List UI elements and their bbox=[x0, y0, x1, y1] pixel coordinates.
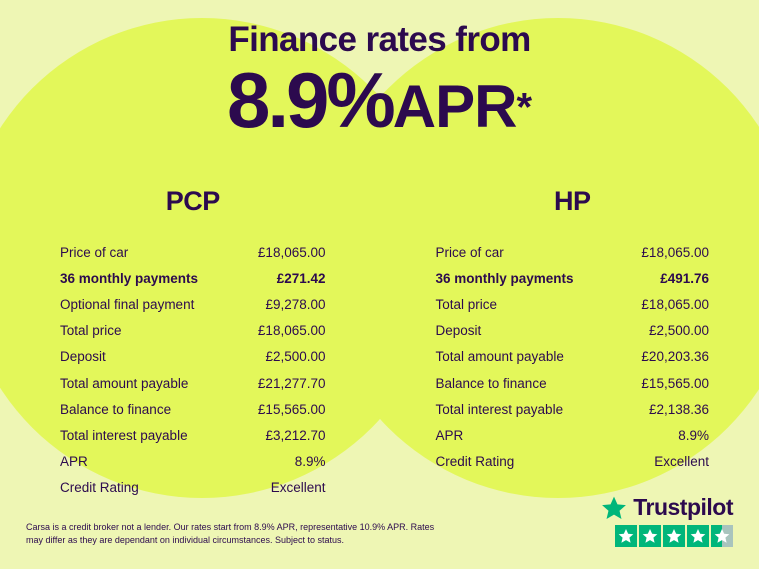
row-label: Price of car bbox=[435, 244, 504, 260]
pcp-table bbox=[0, 186, 380, 501]
table-row bbox=[436, 422, 710, 448]
row-label: Credit Rating bbox=[60, 480, 139, 496]
pcp-table-title: PCP bbox=[165, 186, 220, 216]
headline-rate-suffix: APR bbox=[392, 73, 517, 140]
trustpilot-star-row bbox=[601, 525, 733, 547]
table-row bbox=[60, 422, 326, 448]
row-label: Total amount payable bbox=[435, 349, 564, 365]
table-row bbox=[436, 396, 710, 422]
legal-footnote: Carsa is a credit broker not a lender. Our rates start from 8.9% APR, representative 10.9% APR. Rates may differ as they are dependant on individual circumstances. Subject to status. bbox=[26, 521, 435, 545]
headline-rate bbox=[0, 56, 759, 144]
row-label: Balance to finance bbox=[435, 375, 547, 391]
row-value: 8.9% bbox=[678, 427, 709, 443]
table-row bbox=[60, 344, 326, 370]
row-value: £491.76 bbox=[660, 270, 709, 286]
page-title: Finance rates from bbox=[228, 20, 531, 59]
row-value: £21,277.70 bbox=[257, 375, 326, 391]
star-icon bbox=[687, 525, 709, 547]
row-value: £18,065.00 bbox=[641, 296, 709, 312]
trustpilot-wordmark: Trustpilot bbox=[633, 494, 733, 520]
row-value: £18,065.00 bbox=[257, 244, 326, 260]
row-label: Deposit bbox=[60, 349, 106, 365]
star-icon bbox=[615, 525, 637, 547]
row-label: APR bbox=[435, 427, 464, 443]
row-value: £18,065.00 bbox=[641, 244, 709, 260]
row-label: Total interest payable bbox=[60, 427, 188, 443]
row-value: £2,500.00 bbox=[648, 323, 709, 339]
row-label: Credit Rating bbox=[435, 454, 515, 470]
table-row bbox=[436, 239, 710, 265]
table-row bbox=[60, 396, 326, 422]
row-label: Deposit bbox=[435, 323, 482, 339]
row-label: Total price bbox=[60, 323, 122, 339]
row-label: Total price bbox=[435, 296, 498, 312]
hp-table bbox=[380, 186, 759, 501]
row-label: Balance to finance bbox=[60, 401, 172, 417]
table-row bbox=[60, 239, 326, 265]
row-value: £15,565.00 bbox=[257, 401, 326, 417]
trustpilot-logo bbox=[601, 494, 733, 521]
headline-rate-asterisk: * bbox=[516, 85, 533, 130]
hp-table-title: HP bbox=[553, 186, 591, 216]
row-value: Excellent bbox=[654, 454, 709, 470]
row-value: £3,212.70 bbox=[265, 427, 326, 443]
table-row bbox=[60, 291, 326, 317]
row-value: £15,565.00 bbox=[641, 375, 709, 391]
star-icon bbox=[639, 525, 661, 547]
row-value: £9,278.00 bbox=[265, 296, 326, 312]
table-row bbox=[436, 265, 710, 291]
row-label: 36 monthly payments bbox=[435, 270, 574, 286]
row-value: 8.9% bbox=[294, 454, 326, 470]
half-star-icon bbox=[711, 525, 733, 547]
row-label: Total interest payable bbox=[435, 401, 564, 417]
table-row bbox=[60, 370, 326, 396]
table-row bbox=[60, 318, 326, 344]
table-row bbox=[436, 370, 710, 396]
headline-rate-number: 8.9% bbox=[226, 56, 393, 144]
table-row bbox=[436, 291, 710, 317]
table-row bbox=[436, 344, 710, 370]
row-value: £271.42 bbox=[276, 270, 326, 286]
trustpilot-rating bbox=[601, 494, 733, 547]
finance-tables bbox=[0, 186, 759, 501]
table-row bbox=[60, 265, 326, 291]
row-label: APR bbox=[60, 454, 88, 470]
row-value: £20,203.36 bbox=[641, 349, 709, 365]
row-label: 36 monthly payments bbox=[60, 270, 199, 286]
row-value: Excellent bbox=[270, 480, 326, 496]
row-value: £18,065.00 bbox=[257, 323, 326, 339]
row-label: Total amount payable bbox=[60, 375, 189, 391]
table-row bbox=[60, 475, 326, 501]
star-icon bbox=[663, 525, 685, 547]
table-row bbox=[436, 449, 710, 475]
table-row bbox=[60, 449, 326, 475]
row-label: Price of car bbox=[60, 244, 129, 260]
row-label: Optional final payment bbox=[60, 296, 195, 312]
row-value: £2,500.00 bbox=[265, 349, 326, 365]
trustpilot-star-icon bbox=[601, 495, 627, 521]
row-value: £2,138.36 bbox=[648, 401, 709, 417]
table-row bbox=[436, 318, 710, 344]
